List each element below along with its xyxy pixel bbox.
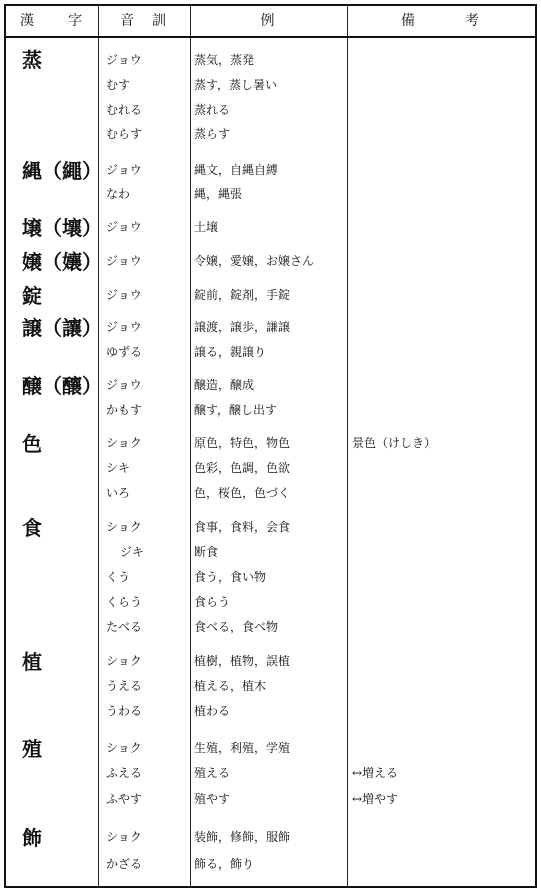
example-cell: 譲渡，譲歩，謙譲 [194,320,291,334]
example-cell: 蒸気，蒸発 [194,53,255,67]
kanji-cell: 壌（壤） [22,216,102,240]
reading-cell: うわる [106,704,143,718]
reading-cell: むれる [106,103,143,117]
kanji-cell: 食 [22,516,42,540]
header-divider [6,36,535,38]
example-cell: 植樹，植物，誤植 [194,654,291,668]
example-cell: 食事，食料，会食 [194,520,291,534]
example-cell: 令嬢，愛嬢，お嬢さん [194,254,315,268]
example-cell: 原色，特色，物色 [194,436,291,450]
example-cell: 醸す，醸し出す [194,403,278,417]
kanji-cell: 植 [22,650,42,674]
reading-cell: なわ [106,187,131,201]
example-cell: 色彩，色調，色欲 [194,461,291,475]
reading-cell: くう [106,570,131,584]
reading-cell: ジョウ [106,220,142,234]
header-reading: 音 訓 [120,13,168,29]
example-cell: 蒸す，蒸し暑い [194,78,278,92]
column-divider [98,6,99,886]
example-cell: 縄，縄張 [194,187,243,201]
example-cell: 植わる [194,704,231,718]
example-cell: 生殖，利殖，学殖 [194,741,291,755]
reading-cell: ジョウ [106,320,142,334]
example-cell: 食う，食い物 [194,570,267,584]
reading-cell: たべる [106,620,143,634]
example-cell: 譲る，親譲り [194,345,267,359]
kanji-table [4,4,537,888]
reading-cell: ジキ [120,545,145,559]
kanji-cell: 蒸 [22,48,42,72]
example-cell: 植える，植木 [194,679,267,693]
kanji-cell: 縄（繩） [22,159,102,183]
reading-cell: むらす [106,127,143,141]
reading-cell: ショク [106,436,142,450]
kanji-cell: 譲（讓） [22,316,102,340]
kanji-cell: 飾 [22,826,42,850]
reading-cell: ショク [106,741,142,755]
reading-cell: ジョウ [106,53,142,67]
example-cell: 縄文，自縄自縛 [194,163,279,177]
kanji-cell: 醸（釀） [22,374,102,398]
note-cell: 景色（けしき） [352,436,437,450]
header-notes: 備 考 [401,13,481,29]
example-cell: 食らう [194,595,231,609]
note-cell: ↔増やす [352,792,399,806]
reading-cell: シキ [106,461,131,475]
example-cell: 土壌 [194,220,219,234]
kanji-cell: 嬢（孃） [22,250,102,274]
reading-cell: ショク [106,830,142,844]
reading-cell: ふえる [106,766,143,780]
reading-cell: ショク [106,654,142,668]
reading-cell: ジョウ [106,254,142,268]
example-cell: 殖やす [194,792,231,806]
example-cell: 色，桜色，色づく [194,486,291,500]
reading-cell: ジョウ [106,163,142,177]
column-divider [190,6,191,886]
reading-cell: ジョウ [106,378,142,392]
reading-cell: うえる [106,679,143,693]
example-cell: 断食 [194,545,219,559]
header-example: 例 [260,13,277,29]
reading-cell: くらう [106,595,143,609]
reading-cell: かもす [106,403,143,417]
reading-cell: ジョウ [106,288,142,302]
note-cell: ↔増える [352,766,399,780]
kanji-cell: 色 [22,432,42,456]
example-cell: 装飾，修飾，服飾 [194,830,291,844]
reading-cell: かざる [106,857,143,871]
example-cell: 殖える [194,766,231,780]
kanji-cell: 錠 [22,284,42,308]
reading-cell: むす [106,78,131,92]
example-cell: 飾る，飾り [194,857,255,871]
column-divider [347,6,348,886]
example-cell: 醸造，醸成 [194,378,255,392]
header-kanji: 漢 字 [20,13,84,29]
example-cell: 蒸らす [194,127,231,141]
example-cell: 食べる，食べ物 [194,620,279,634]
reading-cell: ゆずる [106,345,143,359]
example-cell: 錠前，錠剤，手錠 [194,288,291,302]
example-cell: 蒸れる [194,103,231,117]
reading-cell: ふやす [106,792,143,806]
reading-cell: いろ [106,486,131,500]
kanji-cell: 殖 [22,737,42,761]
reading-cell: ショク [106,520,142,534]
